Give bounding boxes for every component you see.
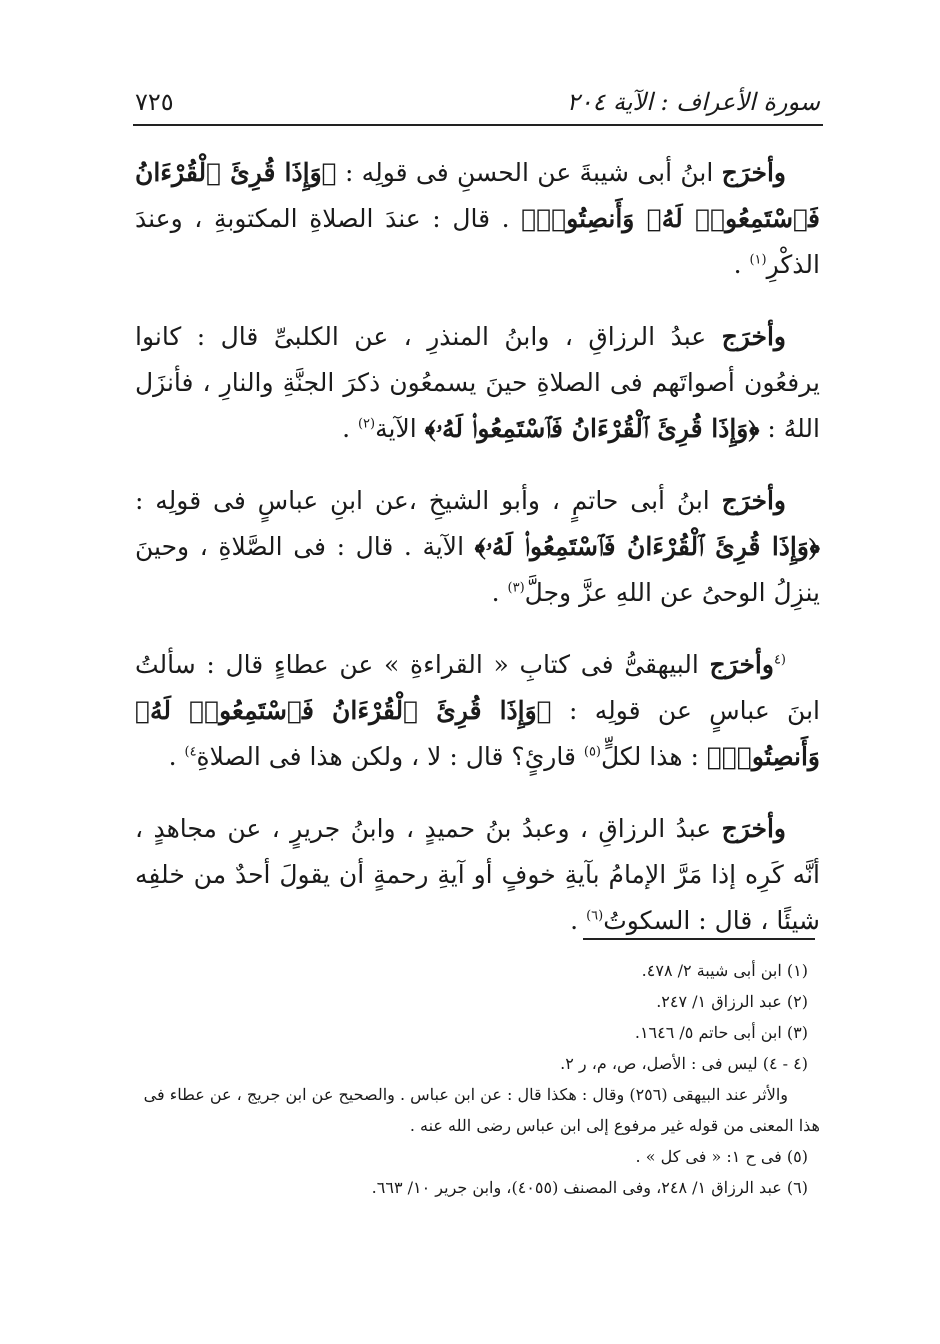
paragraph-lead: وأخرَج — [721, 814, 786, 843]
paragraph-2 — [135, 314, 820, 452]
footnote-6: (٦) عبد الرزاق ١/ ٢٤٨، وفى المصنف (٤٠٥٥)، وابن جرير ١٠/ ٦٦٣. — [371, 1178, 808, 1197]
footnote-4-continuation: والأثر عند البيهقى (٢٥٦) وقال : هكذا قال : عن ابن عباس . والصحيح عن ابن جريج ، عن عطاء فى — [143, 1085, 788, 1104]
footnote-rule — [583, 938, 815, 940]
paragraph-text: ابنُ أبى شيبةَ عن الحسنِ فى قولِه : — [336, 158, 722, 187]
paragraph-1 — [135, 150, 820, 288]
paragraph-lead: وأخرَج — [721, 158, 786, 187]
paragraph-end: . — [570, 906, 587, 935]
footnote-2: (٢) عبد الرزاق ١/ ٢٤٧. — [656, 992, 808, 1011]
paragraph-end: . — [733, 250, 750, 279]
paragraph-text: قارئٍ؟ قال : لا ، ولكن هذا فى الصلاةِ — [196, 742, 584, 771]
quran-quote: ﴿وَإِذَا قُرِئَ ٱلْقُرْءَانُ فَٱسْتَمِعُوا۟ لَهُۥ وَأَنصِتُوا۟﴾ — [135, 696, 820, 771]
paragraph-text: عبدُ الرزاقِ ، وابنُ المنذرِ ، عن الكلبىِّ قال : كانوا يرفعُون أصواتَهم فى الصلاةِ حينَ يسمعُون ذكرَ الجنَّةِ والنارِ ، فأنزَل اللهُ : — [135, 322, 820, 443]
footnote-3: (٣) ابن أبى حاتم ٥/ ١٦٤٦. — [634, 1023, 808, 1042]
paragraph-4 — [135, 642, 820, 780]
page-header — [135, 66, 820, 116]
footnote-5: (٥) فى ح ١: « فى كل » . — [635, 1147, 808, 1166]
quran-quote: ﴿وَإِذَا قُرِئَ ٱلْقُرْءَانُ فَٱسْتَمِعُوا۟ لَهُۥ وَأَنصِتُوا۟﴾ — [135, 158, 820, 233]
paragraph-lead: وأخرَج — [709, 650, 774, 679]
footnote-ref: (٦) — [586, 908, 604, 924]
paragraph-lead: وأخرَج — [721, 322, 786, 351]
paragraph-text: عبدُ الرزاقِ ، وعبدُ بنُ حميدٍ ، وابنُ جريرٍ ، عن مجاهدٍ ، أنَّه كَرِه إذا مَرَّ الإمامُ بآيةِ خوفٍ أو آيةِ رحمةٍ أن يقولَ أحدٌ من خلفِه شيئًا ، قال : السكوتُ — [135, 814, 820, 935]
footnote-1: (١) ابن أبى شيبة ٢/ ٤٧٨. — [641, 961, 808, 980]
footnote-ref: (٣) — [507, 580, 525, 596]
paragraph-text: ابنُ أبى حاتمٍ ، وأبو الشيخِ ،عن ابنِ عباسٍ فى قولِه : — [135, 486, 722, 515]
footnote-ref: (٥) — [583, 744, 601, 760]
footnote-ref: ٤) — [184, 744, 197, 760]
footnote-ref: (١) — [749, 252, 767, 268]
paragraph-5 — [135, 806, 820, 944]
quran-quote: ﴿وَإِذَا قُرِئَ ٱلْقُرْءَانُ فَٱسْتَمِعُوا۟ لَهُۥ﴾ — [474, 532, 820, 561]
main-text — [135, 150, 820, 970]
paragraph-3 — [135, 478, 820, 616]
page-number: ٧٢٥ — [135, 88, 174, 116]
footnote-ref: (٢) — [357, 416, 376, 432]
paragraph-end: . — [168, 742, 185, 771]
header-rule — [133, 124, 823, 126]
paragraph-end: . — [491, 578, 508, 607]
paragraph-text: الآية . قال : فى الصَّلاةِ ، وحينَ ينزِلُ الوحىُ عن اللهِ عزَّ وجلَّ — [135, 532, 820, 607]
paragraph-end: . — [342, 414, 358, 443]
paragraph-lead: وأخرَج — [721, 486, 786, 515]
footnote-4: (٤ - ٤) ليس فى : الأصل، ص، م، ر ٢. — [560, 1054, 808, 1073]
footnote-ref: (٤ — [773, 652, 786, 668]
paragraph-text: . قال : عندَ الصلاةِ المكتوبةِ ، وعندَ الذكْرِ — [135, 204, 820, 279]
quran-quote: ﴿وَإِذَا قُرِئَ ٱلْقُرْءَانُ فَٱسْتَمِعُوا۟ لَهُۥ﴾ — [424, 414, 760, 443]
paragraph-text: البيهقىُّ فى كتابِ « القراءةِ » عن عطاءٍ قال : سألتُ ابنَ عباسٍ عن قولِه : — [135, 650, 820, 725]
footnote-4-continuation: هذا المعنى من قوله غير مرفوع إلى ابن عباس رضى الله عنه . — [409, 1116, 820, 1135]
paragraph-text: الآية — [375, 414, 425, 443]
footnotes — [130, 955, 820, 1203]
running-title: سورة الأعراف : الآية ٢٠٤ — [566, 88, 820, 116]
paragraph-text: : هذا لكلٍّ — [601, 742, 707, 771]
